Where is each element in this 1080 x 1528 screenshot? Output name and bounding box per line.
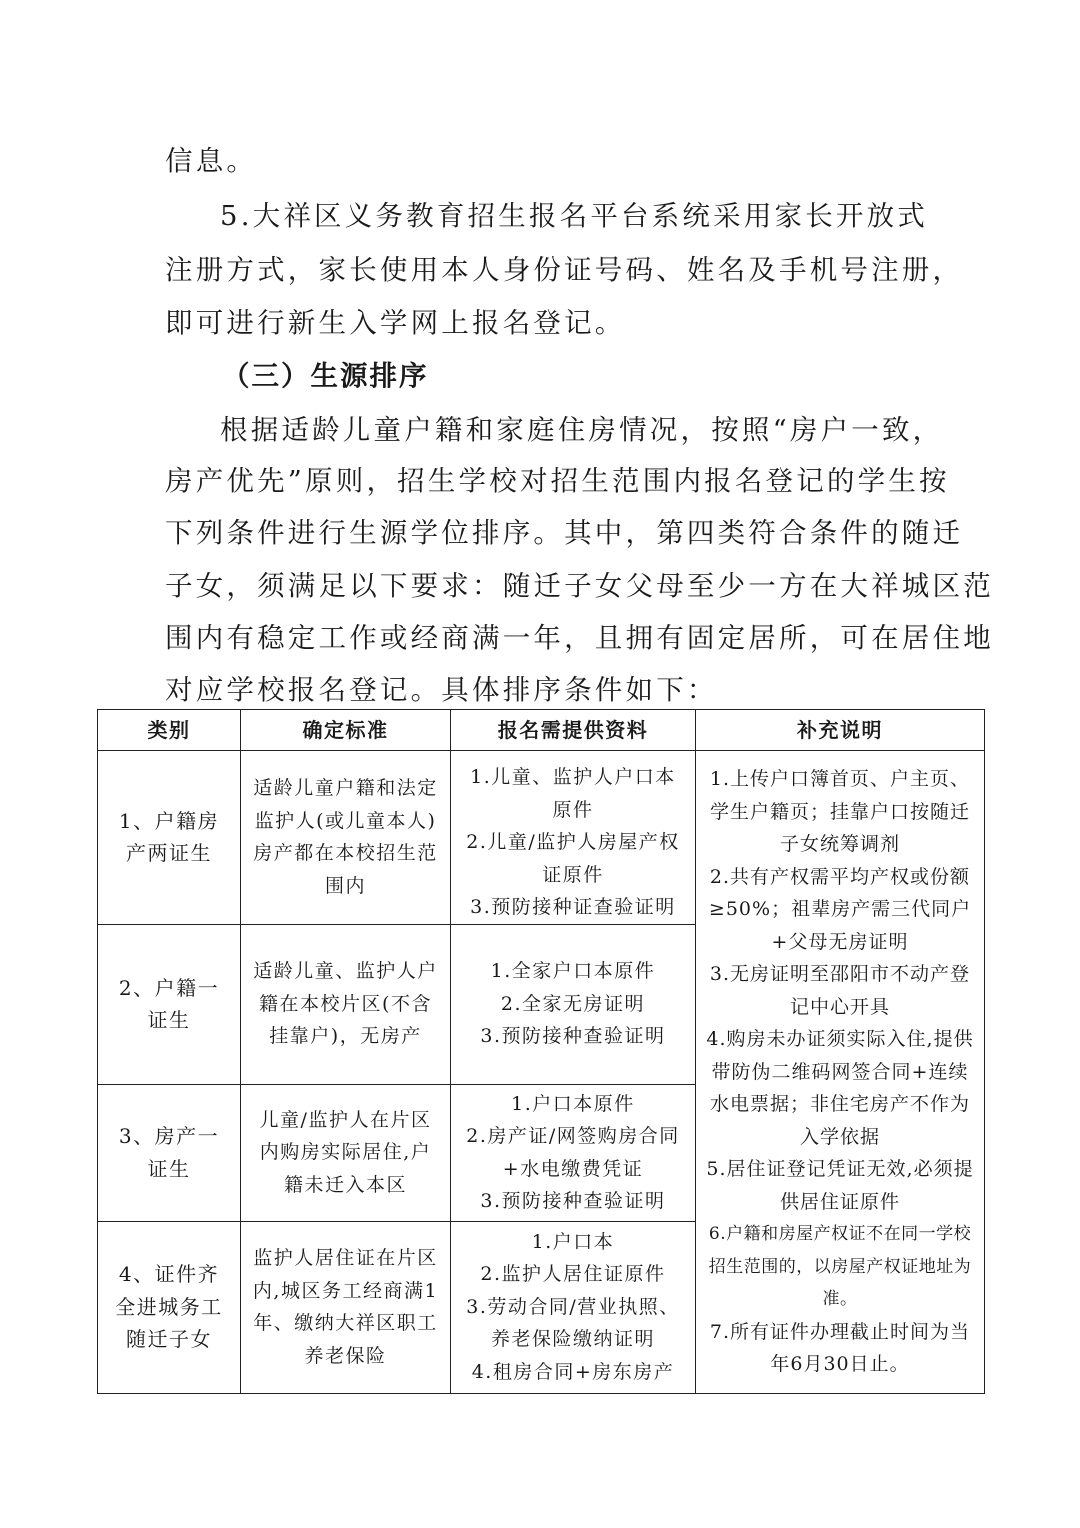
standard-cell: 儿童/监护人在片区内购房实际居住,户籍未迁入本区 (241, 1084, 451, 1221)
category-cell: 2、户籍一证生 (98, 924, 241, 1084)
material-item: 1.全家户口本原件 (490, 960, 656, 983)
header-category: 类别 (98, 710, 241, 751)
material-item: 2.儿童/监护人房屋产权证原件 (466, 831, 680, 886)
paragraph-line: 即可进行新生入学网上报名登记。 (165, 307, 626, 339)
materials-cell (451, 751, 696, 925)
material-item: 3.预防接种证查验证明 (470, 896, 676, 918)
standard-cell: 适龄儿童户籍和法定监护人(或儿童本人)房产都在本校招生范围内 (241, 751, 451, 925)
note-item: 4.购房未办证须实际入住,提供带防伪二维码网签合同+连续水电票据；非住宅房产不作为入学依据 (706, 1028, 974, 1148)
paragraph-line: 对应学校报名登记。具体排序条件如下： (165, 674, 718, 706)
material-item: 1.户口本原件 (511, 1092, 635, 1115)
paragraph-line: 信息。 (165, 145, 258, 177)
note-item: 7.所有证件办理截止时间为当年6月30日止。 (709, 1320, 971, 1375)
notes-cell (696, 751, 985, 1394)
header-materials: 报名需提供资料 (451, 710, 696, 751)
material-item: 2.监护人居住证原件 (480, 1263, 666, 1286)
category-cell: 1、户籍房产两证生 (98, 751, 241, 925)
material-item: 4.租房合同+房东房产 (471, 1360, 675, 1383)
table-row (98, 751, 985, 925)
note-item: 3.无房证明至邵阳市不动产登记中心开具 (709, 963, 971, 1018)
ranking-table (97, 709, 985, 1394)
section-heading: （三）生源排序 (222, 360, 429, 392)
paragraph-line: 5.大祥区义务教育招生报名平台系统采用家长开放式 (220, 200, 929, 232)
paragraph-line: 根据适龄儿童户籍和家庭住房情况，按照“房户一致， (220, 414, 944, 446)
paragraph-line: 注册方式，家长使用本人身份证号码、姓名及手机号注册， (165, 254, 964, 286)
materials-cell (451, 1084, 696, 1221)
materials-cell (451, 924, 696, 1084)
material-item: 3.预防接种查验证明 (480, 1025, 666, 1048)
paragraph-line: 围内有稳定工作或经商满一年，且拥有固定居所，可在居住地 (165, 622, 994, 654)
material-item: 1.儿童、监护人户口本原件 (470, 766, 676, 821)
material-item: 3.预防接种查验证明 (480, 1190, 666, 1212)
paragraph-line: 房产优先”原则，招生学校对招生范围内报名登记的学生按 (165, 465, 950, 497)
materials-cell (451, 1221, 696, 1393)
paragraph-line: 下列条件进行生源学位排序。其中，第四类符合条件的随迁 (165, 517, 964, 549)
standard-cell: 监护人居住证在片区内,城区务工经商满1年、缴纳大祥区职工养老保险 (241, 1221, 451, 1393)
material-item: 2.全家无房证明 (500, 992, 646, 1015)
material-item: 3.劳动合同/营业执照、养老保险缴纳证明 (466, 1295, 680, 1351)
category-cell: 4、证件齐全进城务工随迁子女 (98, 1221, 241, 1393)
material-item: 2.房产证/网签购房合同+水电缴费凭证 (466, 1125, 680, 1180)
note-item: 2.共有产权需平均产权或份额≥50%；祖辈房产需三代同户+父母无房证明 (708, 865, 972, 953)
note-item: 6.户籍和房屋产权证不在同一学校招生范围的，以房屋产权证地址为准。 (708, 1224, 972, 1309)
header-standard: 确定标准 (241, 710, 451, 751)
header-notes: 补充说明 (696, 710, 985, 751)
note-item: 5.居住证登记凭证无效,必须提供居住证原件 (706, 1158, 974, 1213)
standard-cell: 适龄儿童、监护人户籍在本校片区(不含挂靠户)，无房产 (241, 924, 451, 1084)
paragraph-line: 子女，须满足以下要求：随迁子女父母至少一方在大祥城区范 (165, 570, 994, 602)
note-item: 1.上传户口簿首页、户主页、学生户籍页；挂靠户口按随迁子女统筹调剂 (709, 768, 971, 855)
material-item: 1.户口本 (531, 1230, 615, 1253)
category-cell: 3、房产一证生 (98, 1084, 241, 1221)
